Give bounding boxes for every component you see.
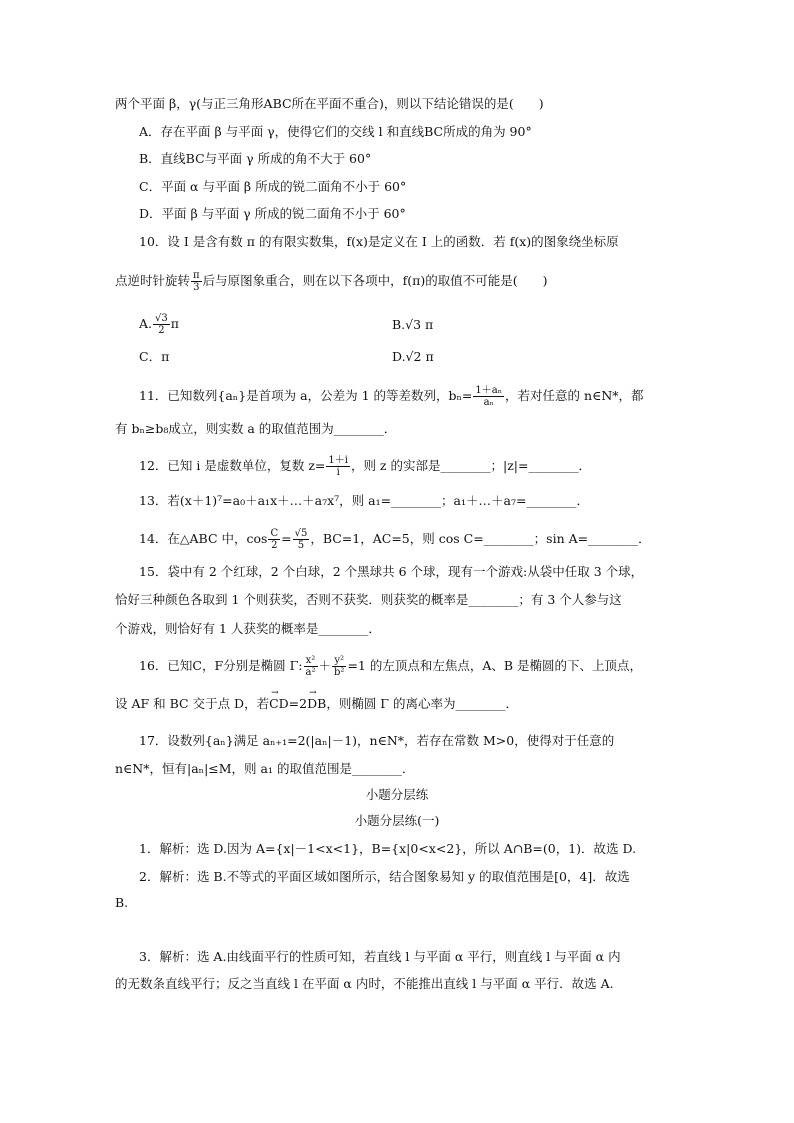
q15-line-3: 个游戏，则恰好有 1 人获奖的概率是________． (115, 621, 381, 636)
q16-line-1b: =1 的左顶点和左焦点，A、B 是椭圆的下、上顶点， (347, 658, 643, 673)
q11-frac-den: aₙ (483, 397, 494, 408)
q12-b: ，则 z 的实部是________；|z|=________． (350, 458, 591, 473)
q16-fraction-y (332, 655, 346, 678)
q16-line-1a: 16．已知C，F分别是椭圆 Γ: (139, 658, 303, 673)
q14-frac2-num: √5 (294, 528, 308, 539)
solution-3-line-2: 的无数条直线平行；反之当直线 l 在平面 α 内时，不能推出直线 l 与平面 α 平行．故选 A. (115, 976, 614, 991)
q16-f2-num: y² (332, 655, 346, 667)
q10-option-b: B.√3 π (392, 317, 434, 332)
q9-option-a: A．存在平面 β 与平面 γ，使得它们的交线 l 和直线BC所成的角为 90° (139, 124, 532, 139)
q11-line-1 (139, 385, 644, 408)
q10-option-a-frac (153, 313, 170, 336)
q10-option-a-num: √3 (155, 313, 168, 324)
q9-option-b: B．直线BC与平面 γ 所成的角不大于 60° (139, 151, 372, 166)
q10-line-1: 10．设 I 是含有数 π 的有限实数集，f(x)是定义在 I 上的函数．若 f(x)的图象绕坐标原 (139, 234, 619, 249)
section-title: 小题分层练 (365, 787, 429, 802)
q16-fraction-x (304, 655, 318, 678)
q16-f1-den: a² (305, 667, 316, 678)
q10-frac-den: 3 (193, 282, 200, 293)
q16-plus: ＋ (318, 658, 332, 673)
q9-stem: 两个平面 β，γ(与正三角形ABC所在平面不重合)，则以下结论错误的是( ) (115, 96, 544, 111)
q11-frac-num: 1＋aₙ (475, 385, 503, 396)
q16-line-2a: 设 AF 和 BC 交于点 D，若 (115, 696, 270, 711)
solution-2-line-1: 2．解析：选 B.不等式的平面区域如图所示，结合图象易知 y 的取值范围是[0，4]．故选 (139, 869, 630, 884)
q13: 13．若(x＋1)⁷=a₀＋a₁x＋…＋a₇x⁷，则 a₁=________；a₁＋…＋a₇=________． (139, 493, 589, 508)
q17-line-2: n∈N*，恒有|aₙ|≤M，则 a₁ 的取值范围是________． (115, 761, 415, 776)
q10-option-a-den: 2 (158, 325, 165, 336)
q10-option-a-label: A. (139, 316, 153, 331)
q10-line-2a: 点逆时针旋转 (115, 273, 191, 288)
q16-line-2b: ，则椭圆 Γ 的离心率为________． (326, 696, 518, 711)
q11-fraction (473, 385, 504, 408)
q14-fraction-1 (268, 528, 280, 551)
q10-option-c: C．π (139, 349, 170, 364)
q16-line-1 (139, 655, 642, 678)
q14-b: ，BC=1，AC=5，则 cos C=________；sin A=________． (310, 531, 651, 546)
q15-line-2: 恰好三种颜色各取到 1 个则获奖，否则不获奖．则获奖的概率是________；有 3 个人参与这 (115, 592, 622, 607)
q10-line-2b: 后与原图象重合，则在以下各项中，f(π)的取值不可能是( ) (202, 273, 548, 288)
q12-a: 12．已知 i 是虚数单位，复数 z= (139, 458, 326, 473)
q16-line-2mid: =2 (288, 696, 308, 711)
q10-frac-num: π (193, 270, 200, 281)
q16-vector-db: → DB (307, 695, 326, 713)
q14-eq: = (281, 531, 292, 546)
q12-fraction (326, 455, 350, 478)
q14-frac2-den: 5 (297, 540, 305, 551)
q17-line-1: 17．设数列{aₙ}满足 aₙ₊₁=2(|aₙ|－1)，n∈N*，若存在常数 M>0，使得对于任意的 (139, 733, 615, 748)
q11-line-2: 有 bₙ≥b₈成立，则实数 a 的取值范围为________． (115, 421, 397, 436)
q16-f1-num: x² (304, 655, 318, 667)
q14-frac1-num: C (270, 528, 279, 539)
q10-option-d: D.√2 π (392, 349, 434, 364)
q9-option-c: C．平面 α 与平面 β 所成的锐二面角不小于 60° (139, 179, 407, 194)
q16-f2-den: b² (334, 667, 345, 678)
q11-line-1b: ，若对任意的 n∈N*，都 (505, 388, 644, 403)
q12-frac-num: 1＋i (328, 455, 348, 466)
q10-option-a-pi: π (170, 316, 179, 331)
solution-2-line-2: B. (115, 895, 129, 910)
solution-1: 1．解析：选 D.因为 A={x|－1<x<1}，B={x|0<x<2}，所以 A∩B=(0，1)．故选 D. (139, 841, 637, 856)
q14 (139, 528, 651, 551)
q12 (139, 455, 591, 478)
q12-frac-den: i (336, 467, 340, 478)
q10-option-a (139, 313, 179, 336)
q9-option-d: D．平面 β 与平面 γ 所成的锐二面角不小于 60° (139, 206, 406, 221)
q10-fraction (191, 270, 202, 293)
section-subtitle: 小题分层练(一) (354, 813, 440, 828)
solution-3-line-1: 3．解析：选 A.由线面平行的性质可知，若直线 l 与平面 α 平行，则直线 l 与平面 α 内 (139, 949, 621, 964)
q16-line-2 (115, 695, 518, 713)
q15-line-1: 15．袋中有 2 个红球，2 个白球，2 个黑球共 6 个球，现有一个游戏:从袋中任取 3 个球， (139, 564, 644, 579)
q11-line-1a: 11．已知数列{aₙ}是首项为 a，公差为 1 的等差数列，bₙ= (139, 388, 473, 403)
q14-frac1-den: 2 (271, 540, 278, 551)
q14-a: 14．在△ABC 中，cos (139, 531, 268, 546)
q10-line-2 (115, 270, 547, 293)
q16-vector-cd: → CD (269, 695, 289, 713)
q14-fraction-2 (293, 528, 310, 551)
